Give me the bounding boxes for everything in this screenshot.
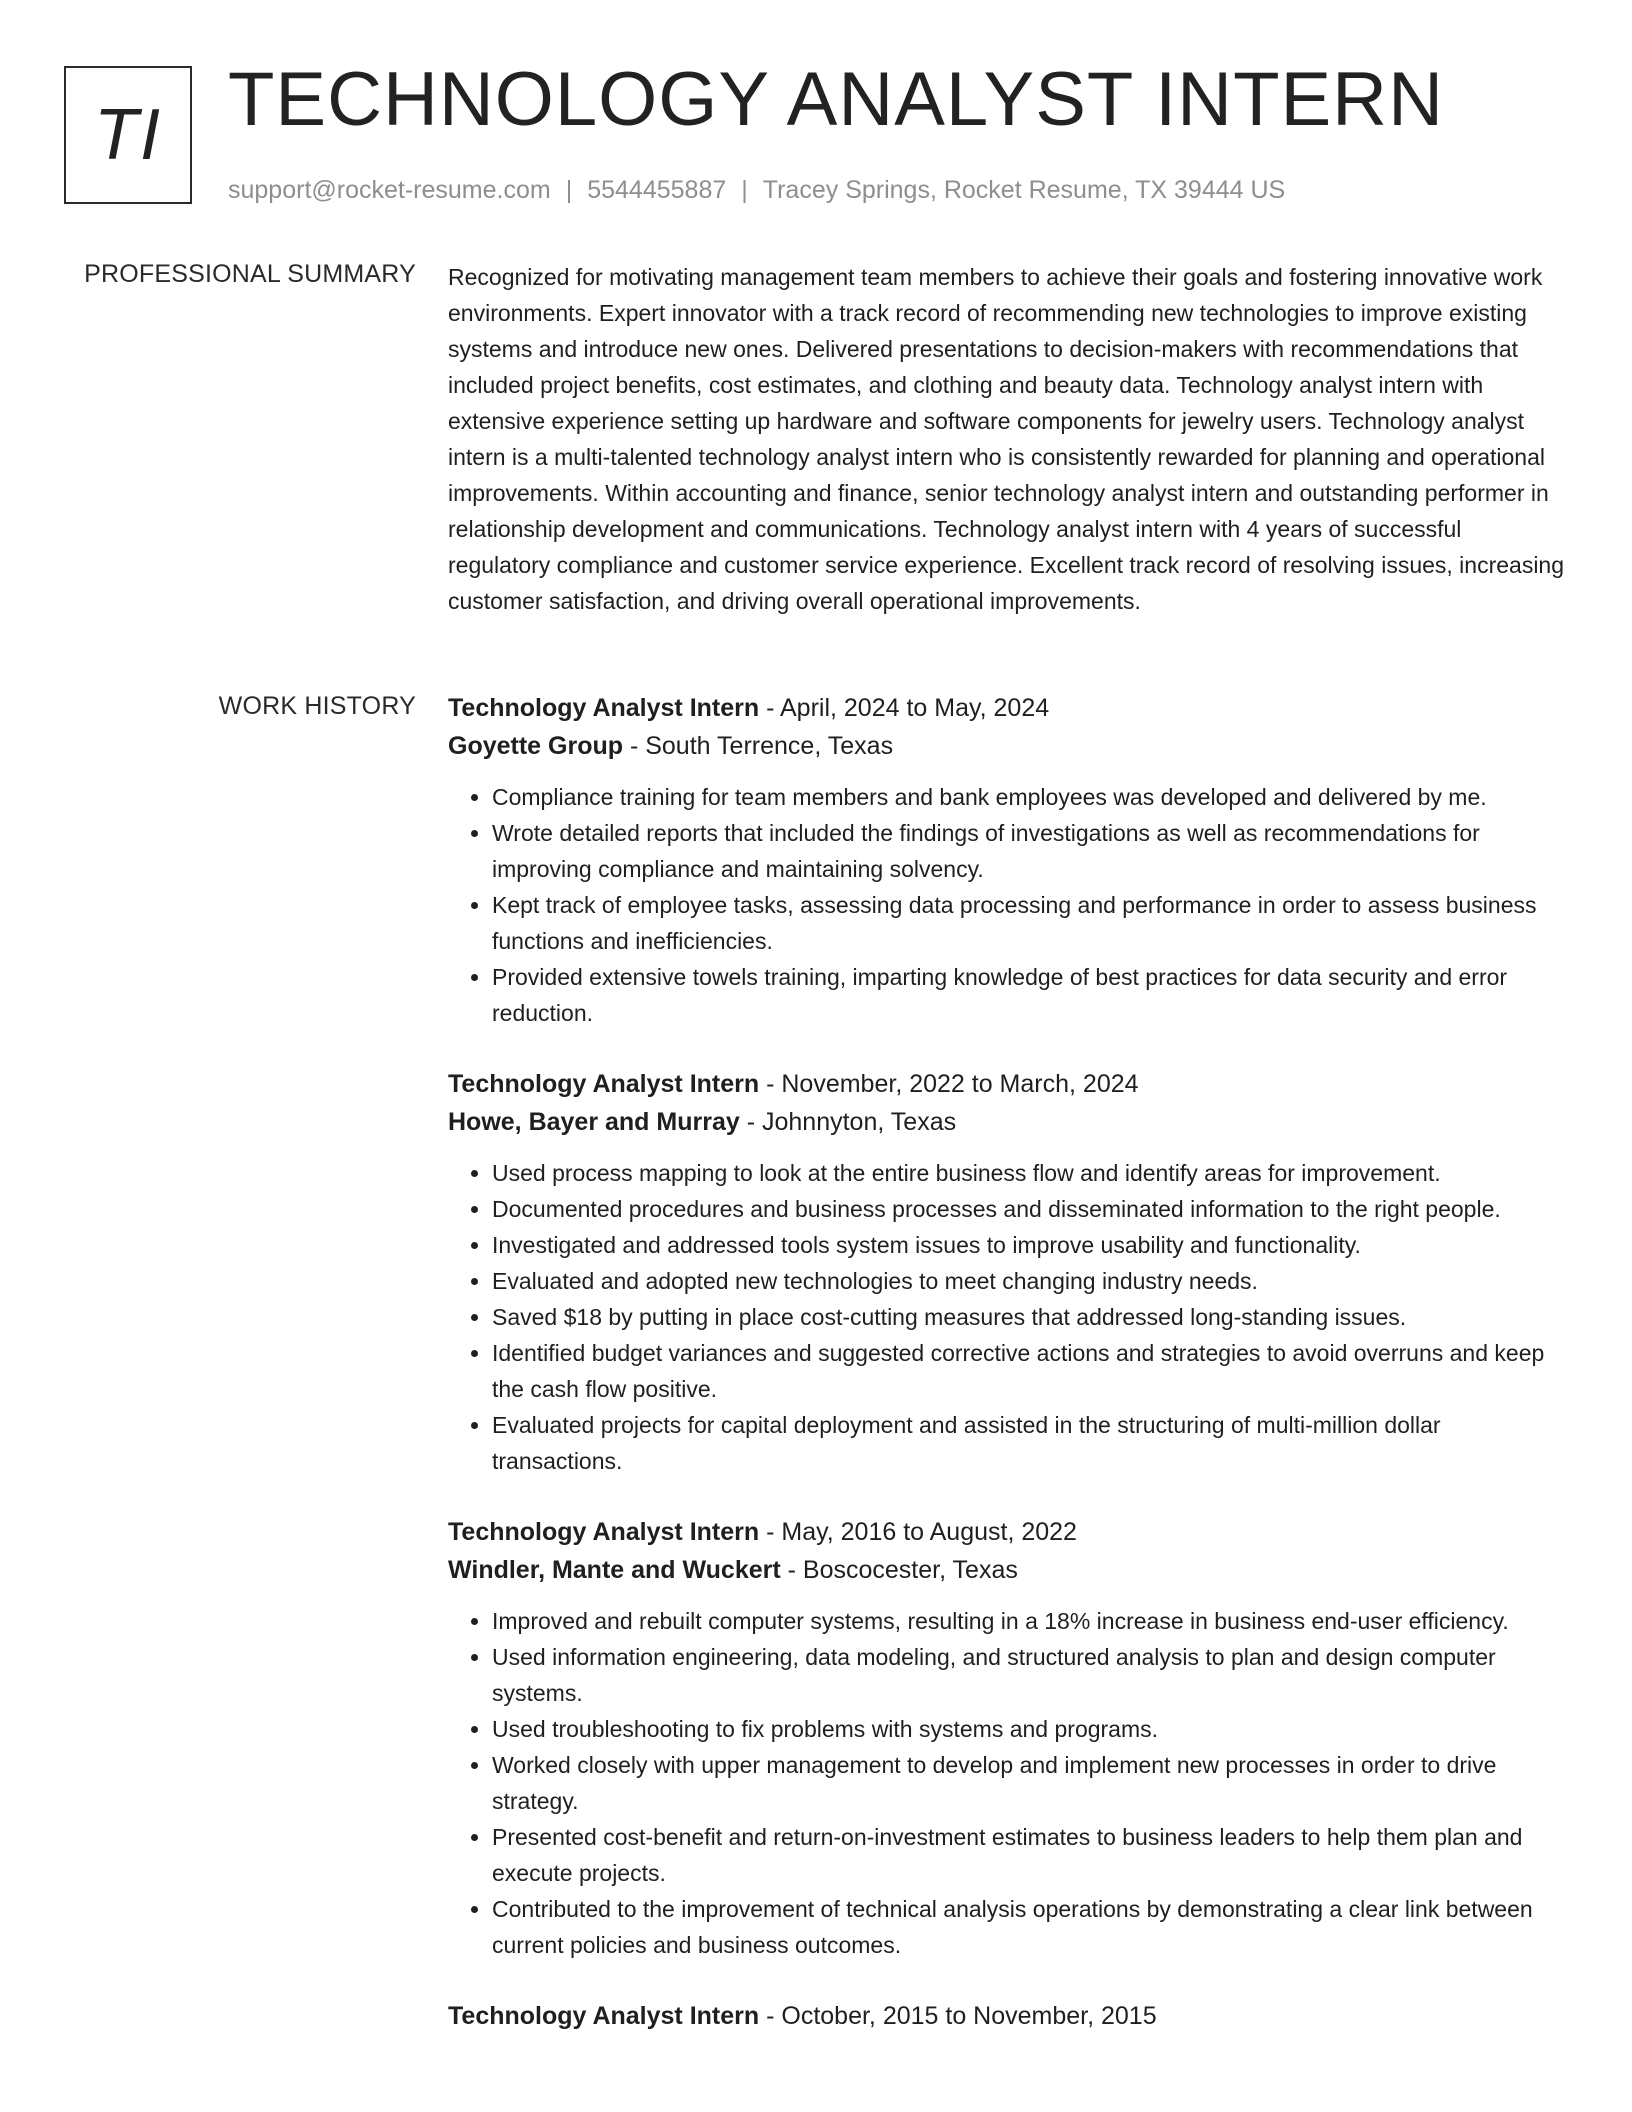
job-bullet: • Provided extensive towels training, imparting knowledge of best practices for data security and error reduction.	[492, 959, 1568, 1031]
job-bullets	[448, 779, 1568, 1031]
job-dates: - May, 2016 to August, 2022	[759, 1518, 1077, 1546]
job-bullets	[448, 1155, 1568, 1479]
job-entry	[448, 1065, 1568, 1479]
job-company-line	[448, 727, 1568, 765]
job-location: - Johnnyton, Texas	[739, 1108, 957, 1136]
job-bullet: • Presented cost-benefit and return-on-investment estimates to business leaders to help them plan and execute projects.	[492, 1819, 1568, 1891]
job-dates: - October, 2015 to November, 2015	[759, 2002, 1157, 2030]
job-title-line	[448, 1065, 1568, 1103]
job-bullet: • Used information engineering, data modeling, and structured analysis to plan and design computer systems.	[492, 1639, 1568, 1711]
job-title-line	[448, 1513, 1568, 1551]
monogram-box	[64, 66, 192, 204]
job-title: Technology Analyst Intern	[448, 694, 760, 722]
contact-address: Tracey Springs, Rocket Resume, TX 39444 US	[762, 176, 1286, 204]
resume-title: TECHNOLOGY ANALYST INTERN	[228, 57, 1444, 142]
job-company-line	[448, 1103, 1568, 1141]
job-bullet: • Used process mapping to look at the entire business flow and identify areas for improvement.	[492, 1155, 1568, 1191]
job-bullet: • Contributed to the improvement of technical analysis operations by demonstrating a clear link between current policies and business outcomes.	[492, 1891, 1568, 1963]
job-bullet: • Evaluated and adopted new technologies to meet changing industry needs.	[492, 1263, 1568, 1299]
job-bullet: • Worked closely with upper management to develop and implement new processes in order to drive strategy.	[492, 1747, 1568, 1819]
job-dates: - April, 2024 to May, 2024	[759, 694, 1050, 722]
job-bullet: • Identified budget variances and suggested corrective actions and strategies to avoid overruns and keep the cash flow positive.	[492, 1335, 1568, 1407]
monogram-initials: TI	[94, 95, 162, 175]
job-company: Howe, Bayer and Murray	[448, 1108, 740, 1136]
job-bullet: • Saved $18 by putting in place cost-cutting measures that addressed long-standing issues.	[492, 1299, 1568, 1335]
job-bullets	[448, 1603, 1568, 1963]
job-title-line	[448, 1997, 1568, 2035]
job-bullet: • Wrote detailed reports that included the findings of investigations as well as recommendations for improving compliance and maintaining solvency.	[492, 815, 1568, 887]
job-bullet: • Used troubleshooting to fix problems with systems and programs.	[492, 1711, 1568, 1747]
job-entry	[448, 1513, 1568, 1963]
job-bullet: • Investigated and addressed tools system issues to improve usability and functionality.	[492, 1227, 1568, 1263]
summary-text: Recognized for motivating management team members to achieve their goals and fostering innovative work environments. Expert innovator with a track record of recommending new technologies to improve existing systems and introduce new ones. Delivered presentations to decision-makers with recommendations that included project benefits, cost estimates, and clothing and beauty data. Technology analyst intern with extensive experience setting up hardware and software components for jewelry users. Technology analyst intern is a multi-talented technology analyst intern who is consistently rewarded for planning and operational improvements. Within accounting and finance, senior technology analyst intern and outstanding performer in relationship development and communications. Technology analyst intern with 4 years of successful regulatory compliance and customer service experience. Excellent track record of resolving issues, increasing customer satisfaction, and driving overall operational improvements.	[448, 264, 1565, 614]
contact-line	[228, 176, 1285, 205]
contact-email[interactable]: support@rocket-resume.com	[228, 176, 551, 204]
section-label-work-history: WORK HISTORY	[218, 692, 416, 720]
section-label-summary: PROFESSIONAL SUMMARY	[84, 260, 416, 288]
job-entry	[448, 1997, 1568, 2035]
contact-separator: |	[565, 176, 573, 204]
contact-phone[interactable]: 5544455887	[587, 176, 727, 204]
job-location: - South Terrence, Texas	[623, 732, 894, 760]
job-title: Technology Analyst Intern	[448, 1070, 760, 1098]
job-bullet: • Improved and rebuilt computer systems, resulting in a 18% increase in business end-user efficiency.	[492, 1603, 1568, 1639]
job-bullet: • Compliance training for team members and bank employees was developed and delivered by me.	[492, 779, 1568, 815]
job-title: Technology Analyst Intern	[448, 1518, 760, 1546]
job-entry	[448, 689, 1568, 1031]
job-bullet: • Kept track of employee tasks, assessing data processing and performance in order to assess business functions and inefficiencies.	[492, 887, 1568, 959]
contact-separator: |	[741, 176, 748, 204]
job-bullet: • Documented procedures and business processes and disseminated information to the right people.	[492, 1191, 1568, 1227]
job-location: - Boscocester, Texas	[780, 1556, 1018, 1584]
job-dates: - November, 2022 to March, 2024	[759, 1070, 1139, 1098]
job-bullet: • Evaluated projects for capital deployment and assisted in the structuring of multi-million dollar transactions.	[492, 1407, 1568, 1479]
work-history-section	[448, 689, 1568, 2069]
job-company-line	[448, 1551, 1568, 1589]
job-company: Windler, Mante and Wuckert	[448, 1556, 781, 1584]
job-company: Goyette Group	[448, 732, 624, 760]
job-title: Technology Analyst Intern	[448, 2002, 760, 2030]
summary-section	[448, 259, 1568, 619]
job-title-line	[448, 689, 1568, 727]
